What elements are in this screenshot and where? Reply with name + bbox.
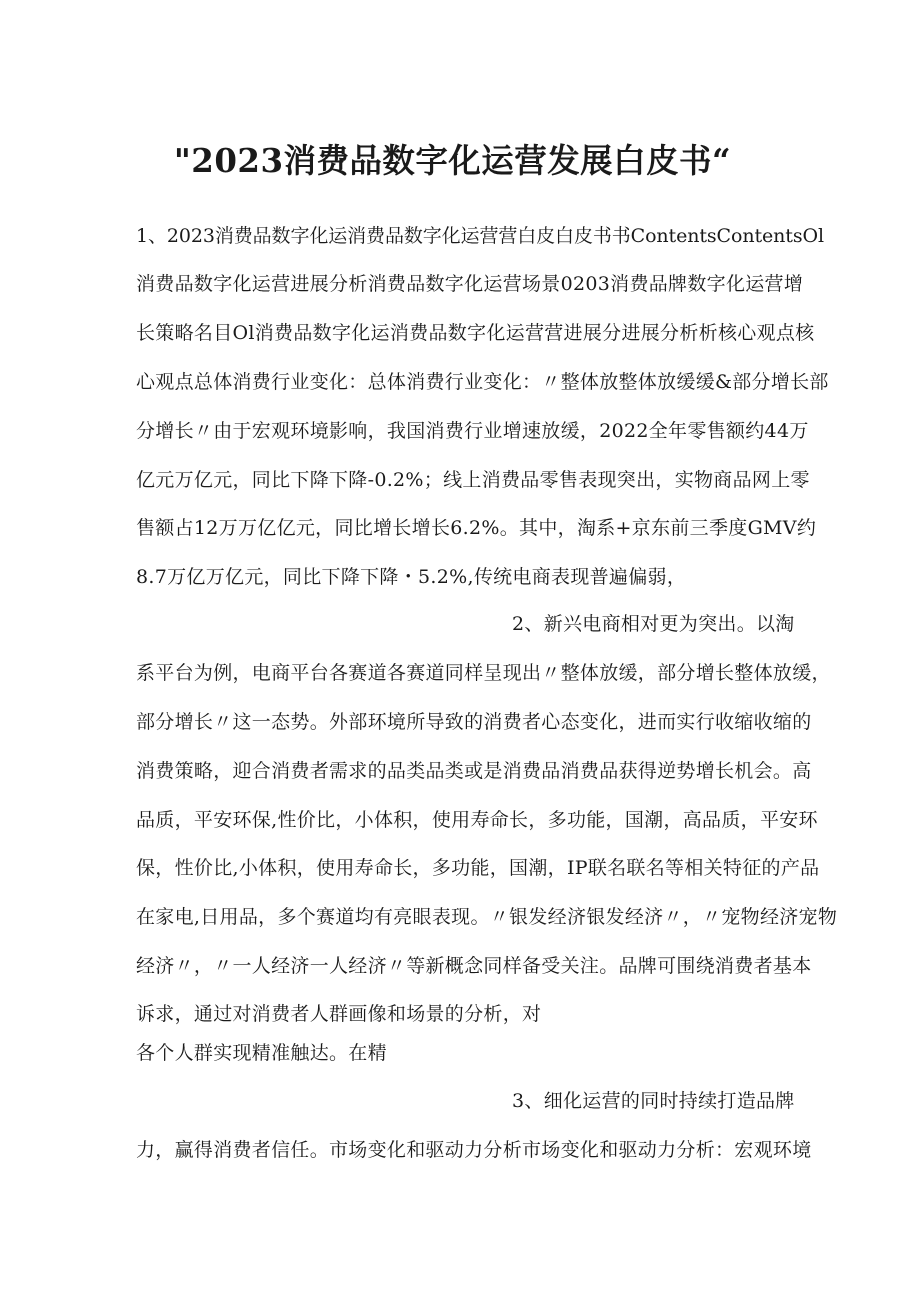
- paragraph-1-line-3: 长策略名目Ol消费品数字化运消费品数字化运营营进展分进展分析析核心观点核: [136, 322, 815, 344]
- document-title: "2023消费品数字化运营发展白皮书“: [173, 141, 732, 180]
- paragraph-3-line-1: 力，赢得消费者信任。市场变化和驱动力分析市场变化和驱动力分析：宏观环境: [136, 1139, 812, 1161]
- paragraph-2-line-9: 各个人群实现精准触达。在精: [136, 1042, 387, 1064]
- paragraph-2-lead: 2、新兴电商相对更为突出。以淘: [512, 613, 795, 635]
- paragraph-2-line-3: 消费策略，迎合消费者需求的品类品类或是消费品消费品获得逆势增长机会。高: [136, 760, 812, 782]
- paragraph-1-line-6: 亿元万亿元，同比下降下降-0.2%；线上消费品零售表现突出，实物商品网上零: [136, 469, 810, 491]
- paragraph-1-line-7: 售额占12万万亿亿元，同比增长增长6.2%。其中，淘系+京东前三季度GMV约: [136, 517, 817, 539]
- paragraph-2-line-6: 在家电,日用品，多个赛道均有亮眼表现。〃银发经济银发经济〃，〃宠物经济宠物: [136, 906, 838, 928]
- paragraph-1-line-8: 8.7万亿万亿元，同比下降下降・5.2%,传统电商表现普遍偏弱，: [136, 566, 687, 588]
- paragraph-2-line-4: 品质，平安环保,性价比，小体积，使用寿命长，多功能，国潮，高品质，平安环: [136, 809, 818, 831]
- paragraph-2-line-7: 经济〃，〃一人经济一人经济〃等新概念同样备受关注。品牌可围绕消费者基本: [136, 955, 812, 977]
- paragraph-1-line-5: 分增长〃由于宏观环境影响，我国消费行业增速放缓，2022全年零售额约44万: [136, 420, 809, 442]
- paragraph-2-line-5: 保，性价比,小体积，使用寿命长，多功能，国潮，IP联名联名等相关特征的产品: [136, 857, 820, 879]
- paragraph-1-line-1: 1、2023消费品数字化运消费品数字化运营营白皮白皮书书ContentsContentsOl: [136, 225, 824, 247]
- paragraph-1-line-4: 心观点总体消费行业变化：总体消费行业变化：〃整体放整体放缓缓&部分增长部: [136, 371, 829, 393]
- paragraph-2-line-2: 部分增长〃这一态势。外部环境所导致的消费者心态变化，进而实行收缩收缩的: [136, 711, 812, 733]
- paragraph-3-lead: 3、细化运营的同时持续打造品牌: [512, 1090, 795, 1112]
- paragraph-1-line-2: 消费品数字化运营进展分析消费品数字化运营场景0203消费品牌数字化运营增: [136, 273, 804, 295]
- paragraph-2-line-8: 诉求，通过对消费者人群画像和场景的分析，对: [136, 1003, 542, 1025]
- paragraph-2-line-1: 系平台为例，电商平台各赛道各赛道同样呈现出〃整体放缓，部分增长整体放缓，: [136, 662, 831, 684]
